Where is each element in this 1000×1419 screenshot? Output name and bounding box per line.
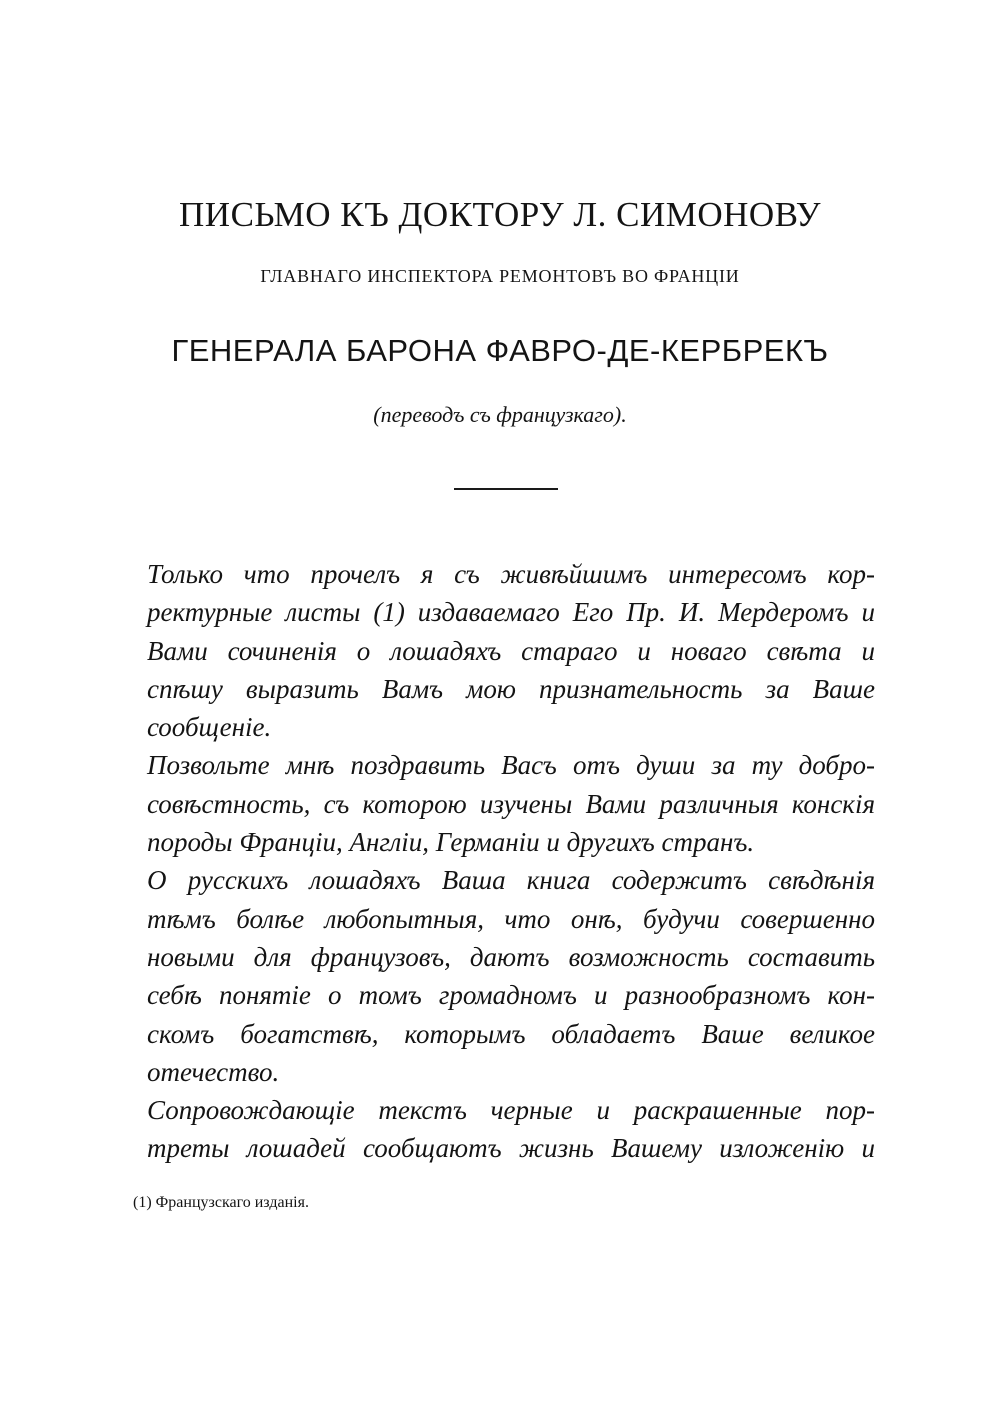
text-line: Только что прочелъ я съ живѣйшимъ интересомъ кор- — [147, 559, 875, 589]
text-line: новыми для французовъ, даютъ возможность составить — [147, 941, 875, 972]
text-line: отечество. — [147, 1056, 280, 1087]
letter-subtitle: ГЛАВНАГО ИНСПЕКТОРА РЕМОНТОВЪ ВО ФРАНЦІИ — [260, 266, 740, 286]
text-line: спѣшу выразить Вамъ мою признательность за Ваше — [147, 673, 875, 704]
translation-note: (переводъ съ французкаго). — [373, 402, 627, 427]
text-line: породы Франціи, Англіи, Германіи и другихъ странъ. — [147, 827, 755, 858]
text-line: Сопровождающіе текстъ черные и раскрашенные пор- — [147, 1095, 875, 1126]
text-line: совѣстность, съ которою изучены Вами различныя конскія — [147, 788, 875, 819]
text-line: ректурные листы (1) издаваемаго Его Пр. И. Мердеромъ и — [147, 597, 875, 628]
text-line: себѣ понятіе о томъ громадномъ и разнообразномъ кон- — [147, 980, 875, 1011]
footnote: (1) Французскаго изданія. — [133, 1194, 309, 1211]
text-line: тѣмъ болѣе любопытныя, что онѣ, будучи совершенно — [147, 903, 875, 934]
letter-body — [147, 555, 875, 1168]
text-line: треты лошадей сообщаютъ жизнь Вашему изложенію и — [147, 1133, 875, 1164]
text-line: О русскихъ лошадяхъ Ваша книга содержитъ свѣдѣнія — [147, 865, 875, 896]
text-line: Вами сочиненія о лошадяхъ стараго и новаго свѣта и — [147, 635, 875, 666]
section-divider — [454, 488, 558, 490]
text-line: Позвольте мнѣ поздравить Васъ отъ души за ту добро- — [147, 750, 875, 781]
letter-author: ГЕНЕРАЛА БАРОНА ФАВРО-ДЕ-КЕРБРЕКЪ — [171, 333, 829, 368]
text-line: скомъ богатствѣ, которымъ обладаетъ Ваше великое — [147, 1018, 875, 1049]
text-line: сообщеніе. — [147, 712, 272, 743]
letter-title: ПИСЬМО КЪ ДОКТОРУ Л. СИМОНОВУ — [179, 195, 821, 234]
